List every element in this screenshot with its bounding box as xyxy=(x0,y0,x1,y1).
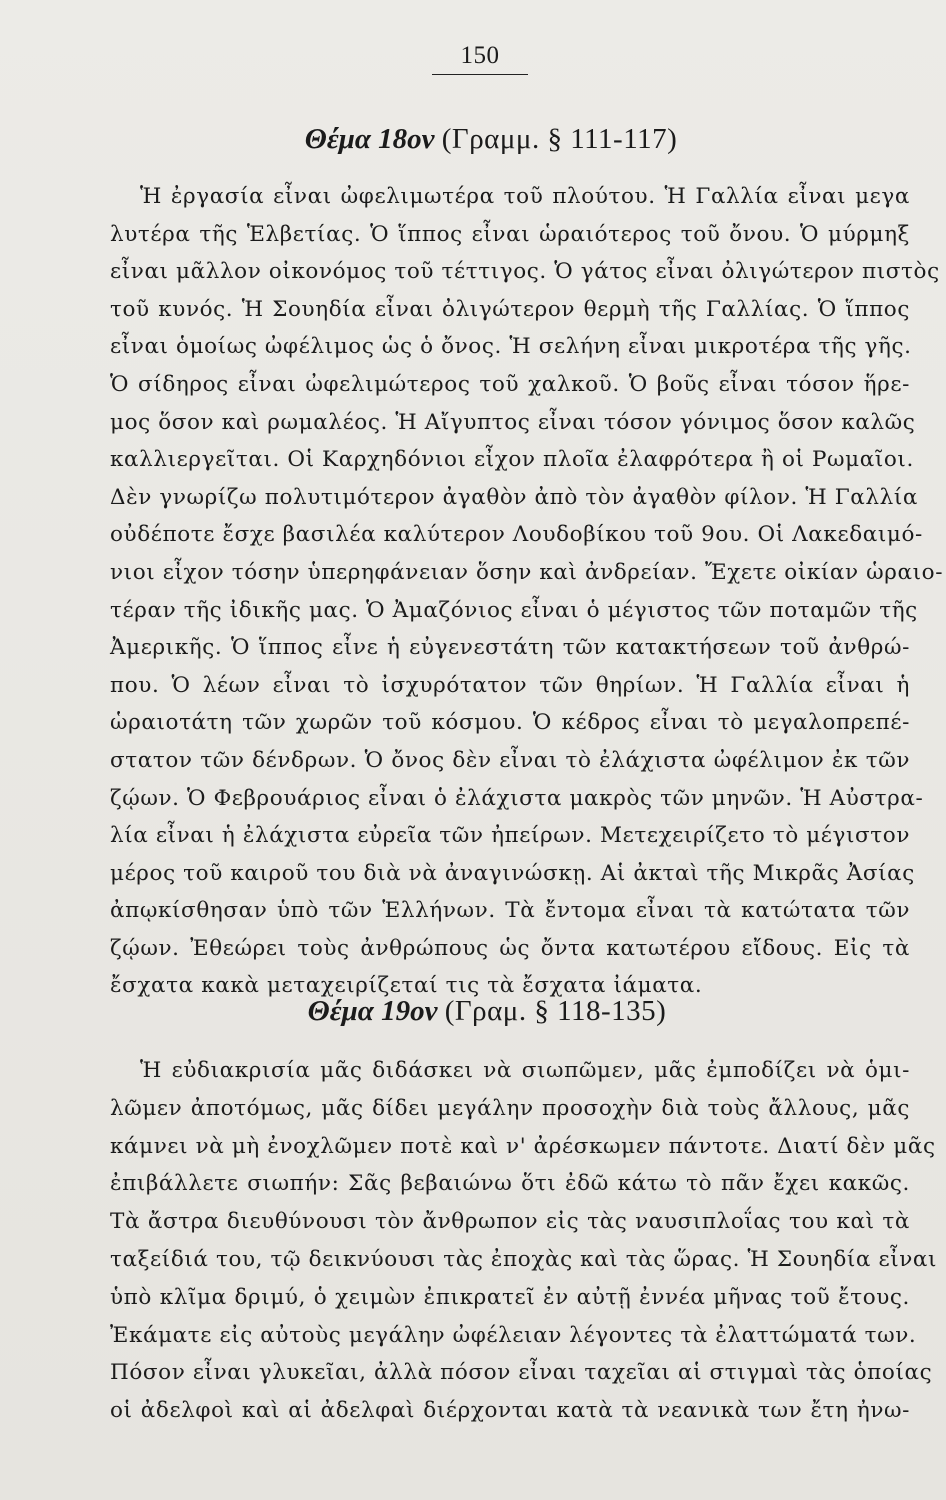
text-line: ἀπῳκίσθησαν ὑπὸ τῶν Ἑλλήνων. Τὰ ἔντομα εἶναι τὰ κατώτατα τῶν xyxy=(110,898,910,924)
text-line: που. Ὁ λέων εἶναι τὸ ἰσχυρότατον τῶν θηρίων. Ἡ Γαλλία εἶναι ἡ xyxy=(110,672,910,698)
section-2-heading-title: Θέμα 19ον xyxy=(307,995,438,1027)
text-line: τέραν τῆς ἰδικῆς μας. Ὁ Ἀμαζόνιος εἶναι ὁ μέγιστος τῶν ποταμῶν τῆς xyxy=(110,597,918,623)
text-line: ἔσχατα κακὰ μεταχειρίζεταί τις τὰ ἔσχατα ἰάματα. xyxy=(110,973,703,999)
text-line: Δὲν γνωρίζω πολυτιμότερον ἀγαθὸν ἀπὸ τὸν ἀγαθὸν φίλον. Ἡ Γαλλία xyxy=(110,484,918,510)
text-line: Πόσον εἶναι γλυκεῖαι, ἀλλὰ πόσον εἶναι ταχεῖαι αἱ στιγμαὶ τὰς ὁποίας xyxy=(110,1360,933,1386)
text-line: ἐπιβάλλετε σιωπήν: Σᾶς βεβαιώνω ὅτι ἐδῶ κάτω τὸ πᾶν ἔχει κακῶς. xyxy=(110,1171,910,1197)
text-line: Ἀμερικῆς. Ὁ ἵππος εἶνε ἡ εὐγενεστάτη τῶν κατακτήσεων τοῦ ἀνθρώ- xyxy=(110,635,910,661)
section-1-paragraph xyxy=(110,178,944,1005)
text-line: λυτέρα τῆς Ἑλβετίας. Ὁ ἵππος εἶναι ὡραιότερος τοῦ ὄνου. Ὁ μύρμηξ xyxy=(110,221,910,247)
text-line: ζῴων. Ὁ Φεβρουάριος εἶναι ὁ ἐλάχιστα μακρὸς τῶν μηνῶν. Ἡ Αὐστρα- xyxy=(110,785,924,811)
text-line: Ἡ εὐδιακρισία μᾶς διδάσκει νὰ σιωπῶμεν, μᾶς ἐμποδίζει νὰ ὁμι- xyxy=(140,1058,910,1083)
section-2-heading-reference: (Γραμ. § 118-135) xyxy=(444,995,667,1027)
text-line: μος ὅσον καὶ ρωμαλέος. Ἡ Αἴγυπτος εἶναι τόσον γόνιμος ὅσον καλῶς xyxy=(110,409,916,435)
text-line: ὑπὸ κλῖμα δριμύ, ὁ χειμὼν ἐπικρατεῖ ἐν αὐτῇ ἐννέα μῆνας τοῦ ἔτους. xyxy=(110,1284,910,1310)
section-2-heading xyxy=(14,995,946,1028)
section-2-paragraph xyxy=(110,1052,938,1430)
text-line: οὐδέποτε ἔσχε βασιλέα καλύτερον Λουδοβίκου τοῦ 9ου. Οἱ Λακεδαιμό- xyxy=(110,522,923,548)
text-line: Ἐκάματε εἰς αὐτοὺς μεγάλην ὠφέλειαν λέγοντες τὰ ἐλαττώματά των. xyxy=(110,1322,917,1348)
text-line: Ἡ ἐργασία εἶναι ὠφελιμωτέρα τοῦ πλούτου. Ἡ Γαλλία εἶναι μεγα xyxy=(140,184,910,209)
text-line: μέρος τοῦ καιροῦ του διὰ νὰ ἀναγινώσκῃ. Αἱ ἀκταὶ τῆς Μικρᾶς Ἀσίας xyxy=(110,860,915,886)
text-line: ὡραιοτάτη τῶν χωρῶν τοῦ κόσμου. Ὁ κέδρος εἶναι τὸ μεγαλοπρεπέ- xyxy=(110,710,910,736)
text-line: Τὰ ἄστρα διευθύνουσι τὸν ἄνθρωπον εἰς τὰς ναυσιπλοΐας του καὶ τὰ xyxy=(110,1209,910,1235)
text-line: ταξείδιά του, τῷ δεικνύουσι τὰς ἐποχὰς καὶ τὰς ὥρας. Ἡ Σουηδία εἶναι xyxy=(110,1246,938,1272)
text-line: λῶμεν ἀποτόμως, μᾶς δίδει μεγάλην προσοχὴν διὰ τοὺς ἄλλους, μᾶς xyxy=(110,1095,910,1121)
text-line: εἶναι ὁμοίως ὠφέλιμος ὡς ὁ ὄνος. Ἡ σελήνη εἶναι μικροτέρα τῆς γῆς. xyxy=(110,334,912,360)
text-line: λία εἶναι ἡ ἐλάχιστα εὐρεῖα τῶν ἠπείρων. Μετεχειρίζετο τὸ μέγιστον xyxy=(110,823,910,849)
text-line: νιοι εἶχον τόσην ὑπερηφάνειαν ὅσην καὶ ἀνδρείαν. Ἔχετε οἰκίαν ὡραιο- xyxy=(110,559,944,585)
text-line: τοῦ κυνός. Ἡ Σουηδία εἶναι ὀλιγώτερον θερμὴ τῆς Γαλλίας. Ὁ ἵππος xyxy=(110,296,910,322)
section-1-heading xyxy=(18,123,946,156)
section-1-heading-title: Θέμα 18ον xyxy=(304,123,435,155)
section-1-heading-reference: (Γραμμ. § 111-117) xyxy=(441,123,678,155)
text-line: οἱ ἀδελφοὶ καὶ αἱ ἀδελφαὶ διέρχονται κατὰ τὰ νεανικὰ των ἔτη ἠνω- xyxy=(110,1398,910,1424)
text-line: ζῴων. Ἐθεώρει τοὺς ἀνθρώπους ὡς ὄντα κατωτέρου εἴδους. Εἰς τὰ xyxy=(110,935,910,961)
text-line: εἶναι μᾶλλον οἰκονόμος τοῦ τέττιγος. Ὁ γάτος εἶναι ὀλιγώτερον πιστὸς xyxy=(110,259,940,285)
text-line: Ὁ σίδηρος εἶναι ὠφελιμώτερος τοῦ χαλκοῦ. Ὁ βοῦς εἶναι τόσον ἥρε- xyxy=(110,371,910,397)
text-line: κάμνει νὰ μὴ ἐνοχλῶμεν ποτὲ καὶ ν' ἀρέσκωμεν πάντοτε. Διατί δὲν μᾶς xyxy=(110,1133,936,1159)
text-line: στατον τῶν δένδρων. Ὁ ὄνος δὲν εἶναι τὸ ἐλάχιστα ὠφέλιμον ἐκ τῶν xyxy=(110,747,910,773)
page-number: 150 xyxy=(432,42,528,75)
text-line: καλλιεργεῖται. Οἱ Καρχηδόνιοι εἶχον πλοῖα ἐλαφρότερα ἢ οἱ Ρωμαῖοι. xyxy=(110,447,914,473)
